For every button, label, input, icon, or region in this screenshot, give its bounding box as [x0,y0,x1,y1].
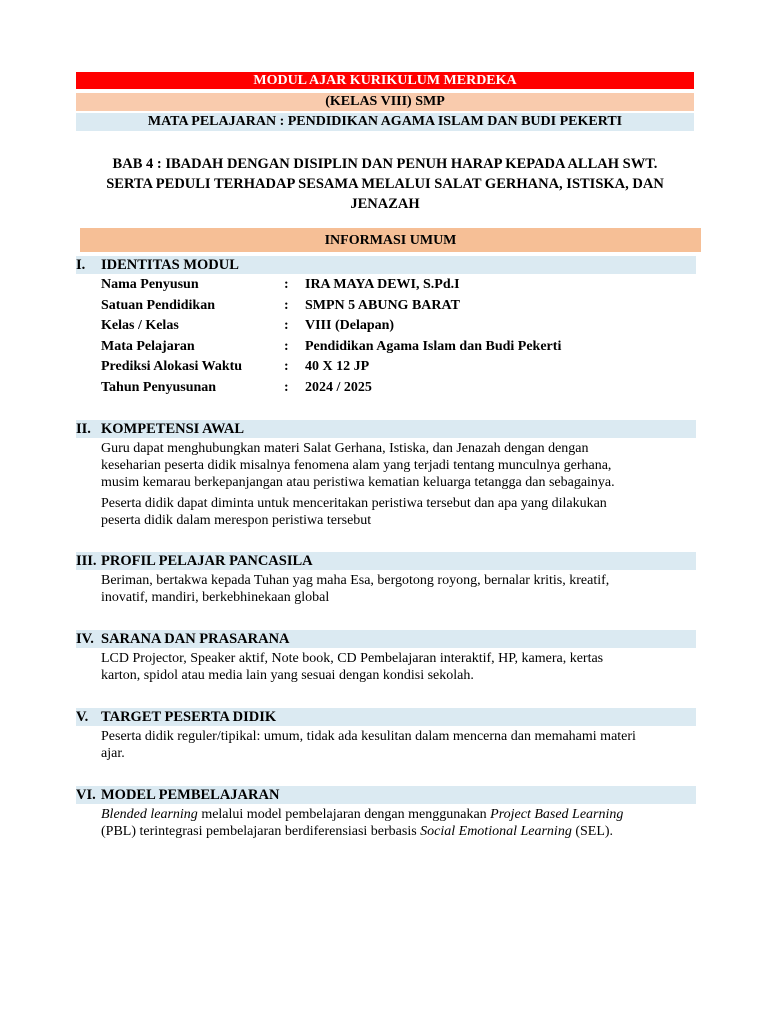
section-body [101,728,696,762]
section-body [101,650,696,684]
section-heading [76,630,696,648]
identity-separator: : [284,359,289,374]
identity-value: 2024 / 2025 [305,379,372,395]
text-span: melalui model pembelajaran dengan menggunakan [197,807,491,822]
section-number: I. [76,257,86,273]
identity-row [101,357,696,378]
module-title-banner: MODUL AJAR KURIKULUM MERDEKA [76,72,694,89]
identity-separator: : [284,318,289,333]
section-number: IV. [76,631,94,647]
identity-label: Nama Penyusun [101,277,199,292]
section-identitas [76,256,696,398]
text-span: (PBL) terintegrasi pembelajaran berdiferensiasi berbasis [101,824,421,839]
section-number: III. [76,553,97,569]
section-title: KOMPETENSI AWAL [101,421,245,437]
paragraph [101,806,696,840]
italic-term: Blended learning [101,807,198,822]
identity-row [101,275,696,296]
identity-row [101,316,696,337]
section-target [76,708,696,762]
text-line: karton, spidol atau media lain yang sesuai dengan kondisi sekolah. [101,668,474,683]
text-line: Peserta didik dapat diminta untuk menceritakan peristiwa tersebut dan apa yang dilakukan [101,496,607,511]
chapter-title-line: BAB 4 : IBADAH DENGAN DISIPLIN DAN PENUH HARAP KEPADA ALLAH SWT. [112,156,658,172]
identity-value: VIII (Delapan) [305,318,395,333]
text-line: keseharian peserta didik misalnya fenomena alam yang terjadi tentang munculnya gerhana, [101,458,612,473]
section-kompetensi [76,420,696,529]
text-line: Beriman, bertakwa kepada Tuhan yag maha Esa, bergotong royong, bernalar kritis, kreatif, [101,573,610,588]
section-title: IDENTITAS MODUL [101,257,239,273]
subject-banner: MATA PELAJARAN : PENDIDIKAN AGAMA ISLAM DAN BUDI PEKERTI [76,113,694,131]
identity-label: Mata Pelajaran [101,338,195,354]
section-body [101,440,696,529]
text-span: (SEL). [571,824,614,839]
identity-value: SMPN 5 ABUNG BARAT [305,297,460,313]
text-line: Guru dapat menghubungkan materi Salat Gerhana, Istiska, dan Jenazah dengan dengan [101,441,589,456]
identity-row [101,378,696,399]
identity-label: Prediksi Alokasi Waktu [101,359,243,374]
chapter-title [70,154,700,214]
identity-label: Tahun Penyusunan [101,379,217,395]
general-info-heading: INFORMASI UMUM [80,228,701,252]
paragraph [101,440,696,491]
identity-value: IRA MAYA DEWI, S.Pd.I [305,277,460,292]
section-title: PROFIL PELAJAR PANCASILA [101,553,313,569]
section-body [101,806,696,840]
identity-row [101,296,696,317]
section-number: V. [76,709,89,725]
section-title: TARGET PESERTA DIDIK [101,709,277,725]
identity-separator: : [284,379,289,395]
section-heading [76,420,696,438]
italic-term: Social Emotional Learning [420,824,572,839]
text-line: LCD Projector, Speaker aktif, Note book, CD Pembelajaran interaktif, HP, kamera, kertas [101,651,604,666]
section-title: SARANA DAN PRASARANA [101,631,290,647]
paragraph [101,572,696,606]
identity-separator: : [284,338,289,354]
text-line: Peserta didik reguler/tipikal: umum, tidak ada kesulitan dalam mencerna dan memahami materi [101,729,636,744]
section-sarana [76,630,696,684]
chapter-title-line: SERTA PEDULI TERHADAP SESAMA MELALUI SALAT GERHANA, ISTISKA, DAN [106,176,664,192]
paragraph [101,495,696,529]
section-model [76,786,696,840]
class-banner: (KELAS VIII) SMP [76,93,694,111]
text-line [101,806,696,823]
paragraph [101,728,696,762]
text-line: inovatif, mandiri, berkebhinekaan global [101,590,330,605]
identity-value: 40 X 12 JP [305,359,370,374]
identity-table [101,275,696,398]
section-heading [76,708,696,726]
chapter-title-line: JENAZAH [350,196,420,212]
identity-row [101,337,696,358]
italic-term: Project Based Learning [490,807,624,822]
section-heading [76,552,696,570]
section-body [101,572,696,606]
text-line [101,823,696,840]
text-line: peserta didik dalam merespon peristiwa tersebut [101,513,372,528]
identity-label: Satuan Pendidikan [101,297,215,313]
identity-label: Kelas / Kelas [101,318,179,333]
identity-separator: : [284,277,289,292]
text-line: musim kemarau berkepanjangan atau peristiwa kematian keluarga tetangga dan sebagainya. [101,475,615,490]
identity-value: Pendidikan Agama Islam dan Budi Pekerti [305,338,562,354]
section-title: MODEL PEMBELAJARAN [101,787,280,803]
section-number: II. [76,421,91,437]
section-profil [76,552,696,606]
section-heading [76,786,696,804]
text-line: ajar. [101,746,125,761]
identity-separator: : [284,297,289,313]
section-number: VI. [76,787,96,803]
section-heading [76,256,696,274]
paragraph [101,650,696,684]
